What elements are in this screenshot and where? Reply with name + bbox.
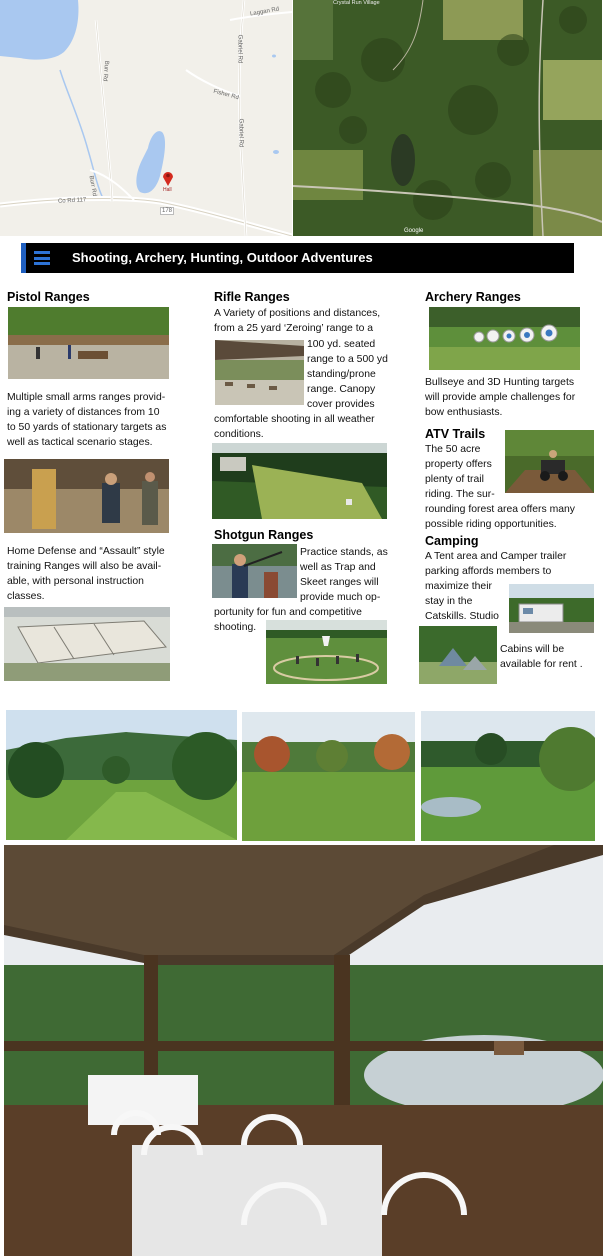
satellite-watermark: Google — [404, 228, 424, 234]
atv-text-side — [425, 442, 495, 502]
text-line: standing/prone — [307, 369, 376, 380]
camper-trailer-photo[interactable] — [509, 584, 594, 633]
text-line: classes. — [7, 591, 45, 602]
text-line: stay in the — [425, 596, 473, 607]
text-line: riding. The sur- — [425, 489, 495, 500]
text-line: maximize their — [425, 581, 492, 592]
text-line: from a 25 yard ‘Zeroing’ range to a — [214, 323, 374, 334]
rifle-canopy-photo[interactable] — [215, 340, 304, 405]
shotgun-ranges-heading: Shotgun Ranges — [214, 528, 314, 542]
road-label-co-rd-117: Co Rd 117 — [57, 197, 87, 205]
text-line: Multiple small arms ranges provid- — [7, 392, 166, 403]
rifle-text-side — [307, 337, 388, 412]
text-line: well as Trap and — [300, 562, 376, 573]
text-line: comfortable shooting in all weather — [214, 414, 375, 425]
text-line: training Ranges will also be avail- — [7, 561, 162, 572]
text-line: bow enthusiasts. — [425, 407, 503, 418]
text-line: range. Canopy — [307, 384, 376, 395]
pistol-text-1 — [7, 390, 166, 450]
rifle-text-bottom — [214, 412, 375, 442]
text-line: plenty of trail — [425, 474, 484, 485]
tactical-training-photo[interactable] — [4, 459, 169, 533]
banner-accent-bar — [21, 243, 26, 273]
text-line: Home Defense and “Assault” style — [7, 546, 165, 557]
banner-title: Shooting, Archery, Hunting, Outdoor Adventures — [72, 250, 373, 265]
skeet-field-photo[interactable] — [266, 620, 387, 684]
road-label-burr-north: Burr Rd — [101, 60, 110, 82]
camping-text-side — [425, 579, 499, 624]
text-line: A Variety of positions and distances, — [214, 308, 381, 319]
text-line: provide much op- — [300, 592, 381, 603]
text-line: parking affords members to — [425, 566, 552, 577]
golf-course-photo-3[interactable] — [421, 711, 595, 841]
satellite-view[interactable] — [293, 0, 602, 236]
location-pin-icon[interactable] — [162, 170, 174, 186]
text-line: portunity for fun and competitive — [214, 607, 362, 618]
text-line: shooting. — [214, 622, 257, 633]
road-label-178: 178 — [162, 208, 173, 214]
text-line: able, with personal instruction — [7, 576, 144, 587]
text-line: The 50 acre — [425, 444, 481, 455]
text-line: to 50 yards of stationary targets as — [7, 422, 167, 433]
camping-text-after — [500, 642, 583, 672]
section-banner — [21, 243, 574, 273]
tent-campsite-photo[interactable] — [419, 626, 497, 684]
road-label-fisher: Fisher Rd — [212, 88, 240, 102]
rifle-range-photo[interactable] — [212, 443, 387, 519]
text-line: Catskills. Studio — [425, 611, 499, 622]
text-line: available for rent . — [500, 659, 583, 670]
text-line: well as tactical scenario stages. — [7, 437, 153, 448]
archery-text — [425, 375, 575, 420]
text-line: Practice stands, as — [300, 547, 388, 558]
road-map[interactable] — [0, 0, 292, 236]
text-line: 100 yd. seated — [307, 339, 376, 350]
text-line: A Tent area and Camper trailer — [425, 551, 567, 562]
text-line: property offers — [425, 459, 492, 470]
text-line: possible riding opportunities. — [425, 519, 557, 530]
pistol-text-2 — [7, 544, 165, 604]
menu-icon[interactable] — [34, 251, 50, 265]
golf-course-photo-2[interactable] — [242, 712, 415, 841]
road-label-burr-south: Burr Rd — [87, 175, 98, 197]
text-line: Skeet ranges will — [300, 577, 379, 588]
road-label-gabriel-south: Gabriel Rd — [237, 118, 244, 148]
map-marker-label: Hall — [163, 187, 172, 193]
atv-trails-heading: ATV Trails — [425, 427, 486, 441]
archery-ranges-heading: Archery Ranges — [425, 290, 521, 304]
text-line: Bullseye and 3D Hunting targets — [425, 377, 575, 388]
camping-heading: Camping — [425, 534, 479, 548]
text-line: conditions. — [214, 429, 264, 440]
text-line: rounding forest area offers many — [425, 504, 575, 515]
golf-course-photo-1[interactable] — [6, 710, 237, 840]
rifle-text-top — [214, 306, 380, 336]
text-line: Cabins will be — [500, 644, 565, 655]
road-label-laggan: Laggan Rd — [249, 6, 280, 18]
lake-view-porch-photo[interactable] — [4, 845, 603, 1256]
rifle-ranges-heading: Rifle Ranges — [214, 290, 290, 304]
shotgun-text-side — [300, 545, 388, 605]
pistol-range-photo[interactable] — [8, 307, 169, 379]
text-line: will provide ample challenges for — [425, 392, 576, 403]
shoot-house-photo[interactable] — [4, 607, 170, 681]
archery-targets-photo[interactable] — [429, 307, 580, 370]
satellite-village-label: Crystal Run Village — [333, 0, 380, 6]
road-label-gabriel-north: Gabriel Rd — [236, 34, 243, 64]
camping-text-top — [425, 549, 566, 579]
atv-trail-photo[interactable] — [505, 430, 594, 493]
text-line: ing a variety of distances from 10 — [7, 407, 160, 418]
text-line: range to a 500 yd — [307, 354, 388, 365]
text-line: cover provides — [307, 399, 375, 410]
atv-text-bottom — [425, 502, 575, 532]
pistol-ranges-heading: Pistol Ranges — [7, 290, 90, 304]
shotgun-shooter-photo[interactable] — [212, 544, 297, 598]
